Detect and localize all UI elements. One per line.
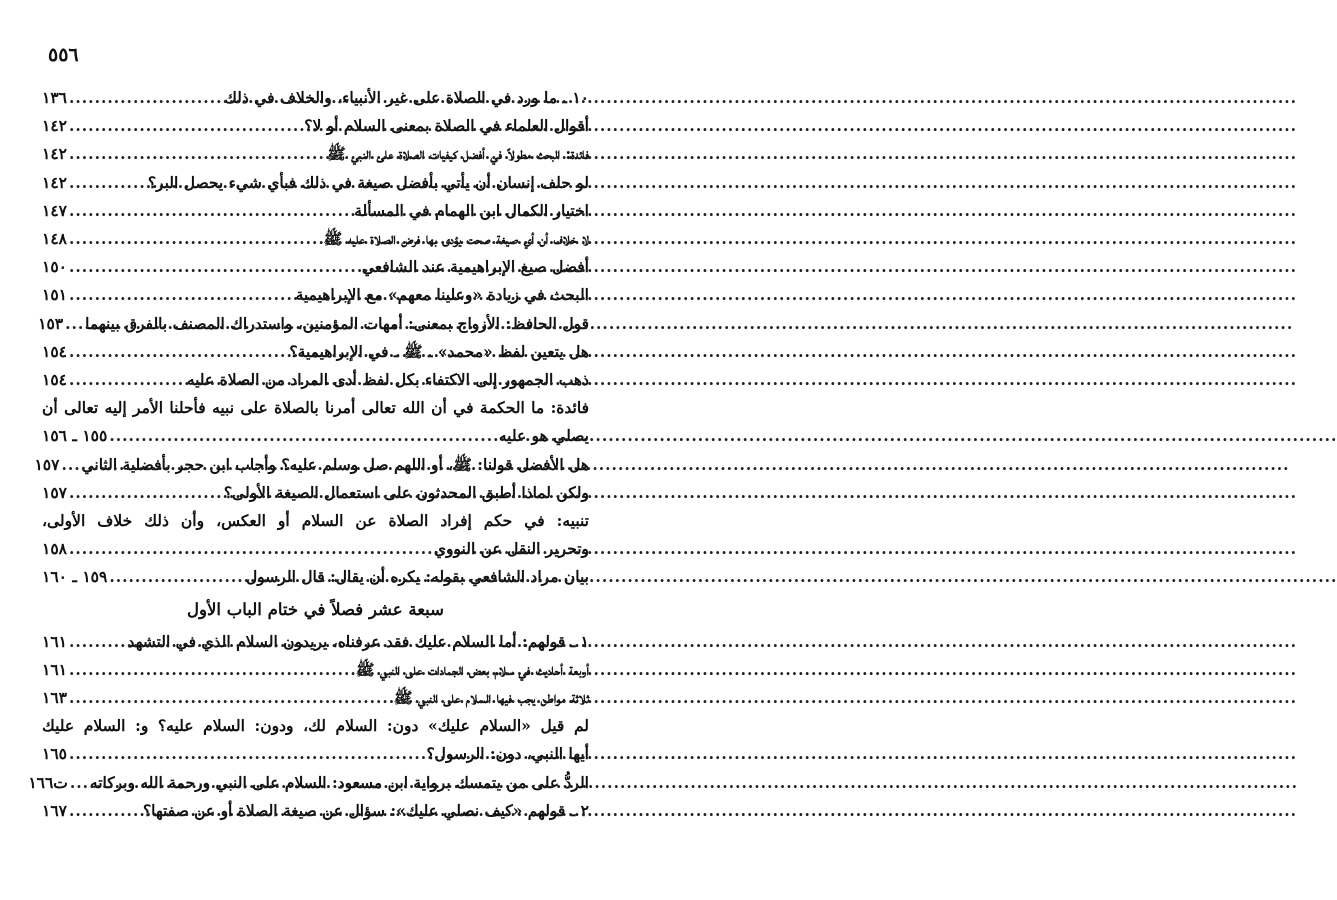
toc-entry-text: ولكن لماذا أطبق المحدثون على استعمال الصيغة الأولى؟ [223,482,589,502]
leader-dots [109,563,246,591]
toc-entry-page: ١٦١ [42,659,67,679]
table-of-contents [28,84,589,825]
toc-entry-line1: فائدة: ما الحكمة في أن الله تعالى أمرنا بالصلاة على نبيه فأحلنا الأمر إليه تعالى أن [42,398,589,418]
toc-entry [42,338,589,366]
toc-entry-text: أربعة أحاديث في سلام بعض الجمادات على النبي ﷺ [355,659,589,679]
toc-entry-text: فائدة: البحث مطولاً في أفضل كيفيات الصلاة على النبي ﷺ [327,144,589,164]
leader-dots [61,451,81,479]
toc-entry-text: اختيار الكمال ابن الهمام في المسألة [354,200,589,220]
toc-entry-page: ت١٦٦ [28,772,68,792]
toc-entry-text: ٢ ـ قولهم «كيف نصلي عليك»: سؤال عن صيغة الصلاة أو عن صفتها؟ [142,800,589,820]
toc-entry-page: ١٥١ [42,285,67,305]
toc-entry-line1: لم قيل «السلام عليك» دون: السلام لك، ودون: السلام عليه؟ و: السلام عليك [42,716,589,736]
toc-entry-line1: تنبيه: في حكم إفراد الصلاة عن السلام أو العكس، وأن ذلك خلاف الأولى، [42,511,589,531]
toc-entry-page: ١٤٢ [42,116,67,136]
toc-entry-text: هل الأفضل قولنا: ﷺ، أو اللهم صل وسلم عليه؟ وأجاب ابن حجر بأفضلية الثاني [81,454,589,474]
toc-entry [42,656,589,684]
toc-entry [42,684,589,712]
toc-entry [42,253,589,281]
leader-dots [109,422,499,450]
toc-entry-page: ١٥٧ [34,454,60,474]
toc-entry-text: ١ ـ قولهم: أما السلام عليك فقد عرفناه، يريدون السلام الذي في التشهد [127,631,589,651]
toc-entry-text: وتحرير النقل عن النووي [433,539,589,559]
toc-entry-page: ١٥٤ [42,370,67,390]
toc-entry-text: قول الحافظ: الأزواج بمعنى: أمهات المؤمنين، واستدراك المصنف بالفرق بينهما [85,313,589,333]
toc-entry [34,451,589,479]
toc-entry-text: بيان مراد الشافعي بقوله: يكره أن يقال: قال الرسول [246,567,589,587]
toc-entry [42,225,589,253]
leader-dots [70,769,90,797]
toc-entry-text: ١٠ ـ ما ورد في الصلاة على غير الأنبياء، والخلاف في ذلك [224,88,589,107]
toc-entry-text: لو حلف إنسان أن يأتي بأفضل صيغة في ذلك فبأي شيء يحصل البر؟ [147,172,589,192]
leader-dots [69,684,394,712]
toc-entry [42,422,589,450]
toc-entry-page: ١٦١ [42,631,67,651]
toc-entry-text: أقوال العلماء في الصلاة بمعنى السلام أو لا؟ [304,116,589,136]
toc-entry [42,479,589,507]
toc-entry-text: الردُّ على من يتمسك برواية ابن مسعود: السلام على النبي ورحمة الله وبركاته [89,772,589,792]
toc-entry-page: ١٥٥ ـ ١٥٦ [42,426,108,446]
toc-entry [42,84,589,112]
toc-entry-text: أفضل صيغ الإبراهيمية عند الشافعي [361,257,589,277]
toc-entry-text: لا خلاف أن أي صيغة صحت يؤدى بها فرض الصلاة عليه ﷺ [323,229,589,249]
toc-entry-page: ١٤٢ [42,172,67,192]
toc-entry [42,112,589,140]
toc-entry [38,310,589,338]
toc-entry-text: هل يتعين لفظ «محمد» ـ ﷺ ـ في الإبراهيمية؟ [289,341,589,361]
toc-entry [42,281,589,309]
toc-entry-text: البحث في زيادة «وعلينا معهم» مع الإبراهيمية [295,285,589,305]
leader-dots [69,797,143,825]
leader-dots [69,225,324,253]
leader-dots [69,338,289,366]
toc-entry [42,197,589,225]
toc-entry-page: ١٥٧ [42,482,67,502]
leader-dots [69,479,224,507]
toc-entry [42,169,589,197]
leader-dots [69,112,304,140]
toc-entry [42,535,589,563]
leader-dots [69,281,296,309]
toc-entry [42,563,589,591]
toc-entry [42,797,589,825]
book-page [0,0,635,900]
toc-entry-text: ذهب الجمهور إلى الاكتفاء بكل لفظ أدى المراد من الصلاة عليه [186,370,589,390]
toc-entry-page: ١٤٧ [42,200,67,220]
leader-dots [69,366,187,394]
toc-entry [42,740,589,768]
leader-dots [69,197,354,225]
toc-entry [42,628,589,656]
page-number: ٥٥٦ [48,44,79,66]
leader-dots [69,84,224,112]
toc-entry-text: يصلي هو عليه [498,426,589,446]
toc-entry [42,140,589,168]
toc-entry-page: ١٤٨ [42,229,67,249]
toc-entry-page: ١٥٠ [42,257,67,277]
toc-entry-page: ١٥٩ ـ ١٦٠ [42,567,108,587]
leader-dots [69,140,327,168]
toc-entry-page: ١٥٤ [42,341,67,361]
section-heading: سبعة عشر فصلاً في ختام الباب الأول [187,599,444,619]
toc-entry-page: ١٦٥ [42,744,67,764]
leader-dots [69,253,362,281]
toc-entry-page: ١٤٢ [42,144,67,164]
toc-entry [28,769,589,797]
toc-entry-page: ١٦٣ [42,688,67,708]
toc-entry-page: ١٥٣ [38,313,64,333]
toc-entry-page: ١٥٨ [42,539,67,559]
leader-dots [69,740,426,768]
toc-entry [42,366,589,394]
leader-dots [69,535,434,563]
toc-entry-page: ١٣٦ [42,88,67,107]
leader-dots [69,628,127,656]
leader-dots [69,169,148,197]
toc-entry-page: ١٦٧ [42,800,67,820]
toc-entry-text: ثلاثة مواطن يجب فيها السلام على النبي ﷺ [393,688,589,708]
toc-entry-text: أيها النبي، دون: الرسول؟ [426,744,589,764]
leader-dots [69,656,356,684]
leader-dots [65,310,85,338]
